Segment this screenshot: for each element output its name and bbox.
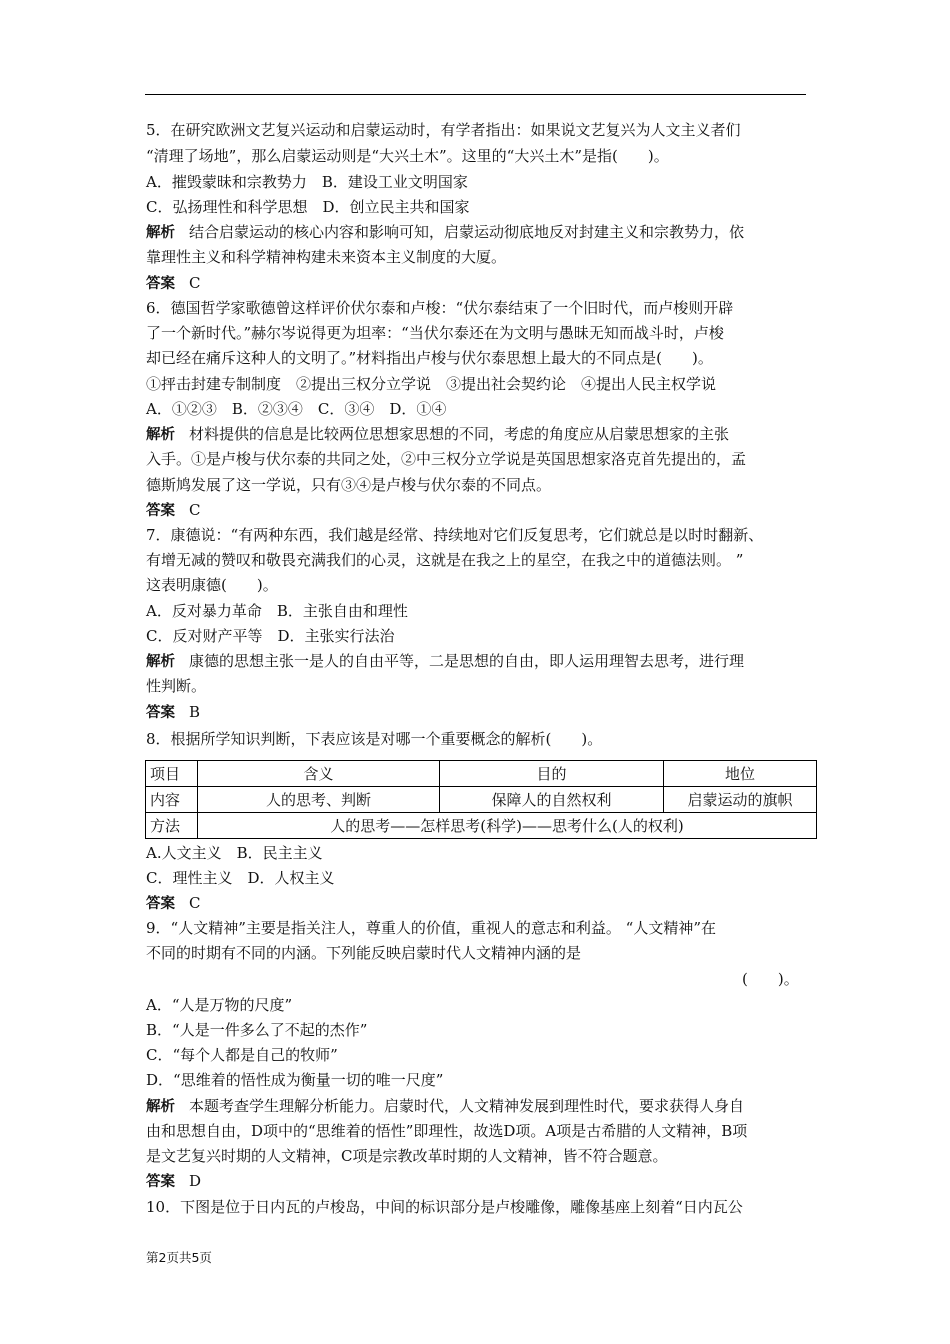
- q7-stem-line2: 有增无减的赞叹和敬畏充满我们的心灵，这就是在我之上的星空，在我之中的道德法则。 ”: [146, 551, 744, 569]
- q6-stem-line3: 却已经在痛斥这种人的文明了。”材料指出卢梭与伏尔泰思想上最大的不同点是( )。: [146, 349, 713, 367]
- q5-analysis-text: 结合启蒙运动的核心内容和影响可知，启蒙运动彻底地反对封建主义和宗教势力，依: [189, 223, 745, 241]
- table-cell: 地位: [664, 761, 817, 787]
- table-cell: 目的: [440, 761, 664, 787]
- table-cell: 启蒙运动的旗帜: [664, 787, 817, 813]
- q7-stem-line1: 7．康德说：“有两种东西，我们越是经常、持续地对它们反复思考，它们就总是以时时翻新、: [146, 526, 764, 544]
- answer-label: 答案: [146, 1174, 175, 1190]
- answer-label: 答案: [146, 276, 175, 292]
- q6-stem-line2: 了一个新时代。”赫尔岑说得更为坦率：“当伏尔泰还在为文明与愚昧无知而战斗时，卢梭: [146, 324, 724, 342]
- page-number: 第2页共5页: [146, 1250, 212, 1265]
- q5-analysis-line1: [146, 222, 744, 243]
- table-header-row: [146, 761, 817, 787]
- q6-analysis-line1: [146, 424, 729, 445]
- q8-answer: [146, 893, 200, 914]
- table-cell: 项目: [146, 761, 198, 787]
- q7-answer-value: B: [189, 703, 201, 721]
- q9-stem-line1: 9．“人文精神”主要是指关注人，尊重人的价值，重视人的意志和利益。 “人文精神”在: [146, 919, 716, 937]
- table-cell: 保障人的自然权利: [440, 787, 664, 813]
- table-cell: 人的思考——怎样思考(科学)——思考什么(人的权利): [198, 813, 817, 839]
- q5-options-line1: A．摧毁蒙昧和宗教势力 B．建设工业文明国家: [146, 173, 468, 191]
- q9-analysis-line2: 由和思想自由，D项中的“思维着的悟性”即理性，故选D项。A项是古希腊的人文精神，B项: [146, 1122, 748, 1140]
- q8-stem: 8．根据所学知识判断，下表应该是对哪一个重要概念的解析( )。: [146, 730, 603, 748]
- q9-analysis-line1: [146, 1096, 744, 1117]
- q6-analysis-line3: 德斯鸠发展了这一学说，只有③④是卢梭与伏尔泰的不同点。: [146, 476, 552, 494]
- q9-answer: [146, 1171, 201, 1192]
- q6-items-line: ①抨击封建专制制度 ②提出三权分立学说 ③提出社会契约论 ④提出人民主权学说: [146, 375, 717, 393]
- analysis-label: 解析: [146, 654, 175, 670]
- q6-stem-line1: 6．德国哲学家歌德曾这样评价伏尔泰和卢梭：“伏尔泰结束了一个旧时代，而卢梭则开辟: [146, 299, 734, 317]
- table-cell: 内容: [146, 787, 198, 813]
- q9-answer-paren: ( )。: [742, 970, 799, 988]
- q6-analysis-line2: 入手。①是卢梭与伏尔泰的共同之处，②中三权分立学说是英国思想家洛克首先提出的，孟: [146, 450, 747, 468]
- q6-answer-value: C: [189, 501, 201, 519]
- table-cell: 人的思考、判断: [198, 787, 440, 813]
- q9-analysis-line3: 是文艺复兴时期的人文精神，C项是宗教改革时期的人文精神，皆不符合题意。: [146, 1147, 668, 1165]
- q7-answer: [146, 702, 200, 723]
- q5-answer: [146, 273, 200, 294]
- analysis-label: 解析: [146, 1099, 175, 1115]
- q7-analysis-line1: [146, 651, 744, 672]
- answer-label: 答案: [146, 705, 175, 721]
- q9-option-d: D．“思维着的悟性成为衡量一切的唯一尺度”: [146, 1071, 444, 1089]
- q10-stem-line1: 10．下图是位于日内瓦的卢梭岛，中间的标识部分是卢梭雕像，雕像基座上刻着“日内瓦公: [146, 1198, 743, 1216]
- q6-analysis-text: 材料提供的信息是比较两位思想家思想的不同，考虑的角度应从启蒙思想家的主张: [189, 425, 730, 443]
- q9-option-c: C．“每个人都是自己的牧师”: [146, 1046, 338, 1064]
- q5-answer-value: C: [189, 274, 201, 292]
- table-row: [146, 813, 817, 839]
- table-cell: 方法: [146, 813, 198, 839]
- q7-options-line1: A．反对暴力革命 B．主张自由和理性: [146, 602, 408, 620]
- q6-answer: [146, 500, 200, 521]
- answer-label: 答案: [146, 896, 175, 912]
- analysis-label: 解析: [146, 225, 175, 241]
- answer-label: 答案: [146, 503, 175, 519]
- q7-options-line2: C．反对财产平等 D．主张实行法治: [146, 627, 395, 645]
- q7-analysis-line2: 性判断。: [146, 677, 207, 695]
- q7-stem-line3: 这表明康德( )。: [146, 576, 278, 594]
- q9-option-b: B．“人是一件多么了不起的杰作”: [146, 1021, 368, 1039]
- concept-table: [145, 760, 817, 839]
- header-rule: [145, 94, 806, 95]
- q9-stem-line2: 不同的时期有不同的内涵。下列能反映启蒙时代人文精神内涵的是: [146, 944, 582, 962]
- q5-options-line2: C．弘扬理性和科学思想 D．创立民主共和国家: [146, 198, 470, 216]
- q8-options-line2: C．理性主义 D．人权主义: [146, 869, 335, 887]
- q9-answer-value: D: [189, 1172, 202, 1190]
- table-cell: 含义: [198, 761, 440, 787]
- q7-analysis-text: 康德的思想主张一是人的自由平等，二是思想的自由，即人运用理智去思考，进行理: [189, 652, 745, 670]
- q9-option-a: A．“人是万物的尺度”: [146, 996, 293, 1014]
- table-row: [146, 787, 817, 813]
- q9-analysis-text: 本题考查学生理解分析能力。启蒙时代，人文精神发展到理性时代，要求获得人身自: [189, 1097, 745, 1115]
- q5-stem-line2: “清理了场地”，那么启蒙运动则是“大兴土木”。这里的“大兴土木”是指( )。: [146, 147, 669, 165]
- q5-analysis-line2: 靠理性主义和科学精神构建未来资本主义制度的大厦。: [146, 248, 507, 266]
- analysis-label: 解析: [146, 427, 175, 443]
- q5-stem-line1: 5．在研究欧洲文艺复兴运动和启蒙运动时，有学者指出：如果说文艺复兴为人文主义者们: [146, 121, 741, 139]
- q8-options-line1: A.人文主义 B．民主主义: [146, 844, 323, 862]
- q6-options-line: A．①②③ B．②③④ C．③④ D．①④: [146, 400, 447, 418]
- q8-answer-value: C: [189, 894, 201, 912]
